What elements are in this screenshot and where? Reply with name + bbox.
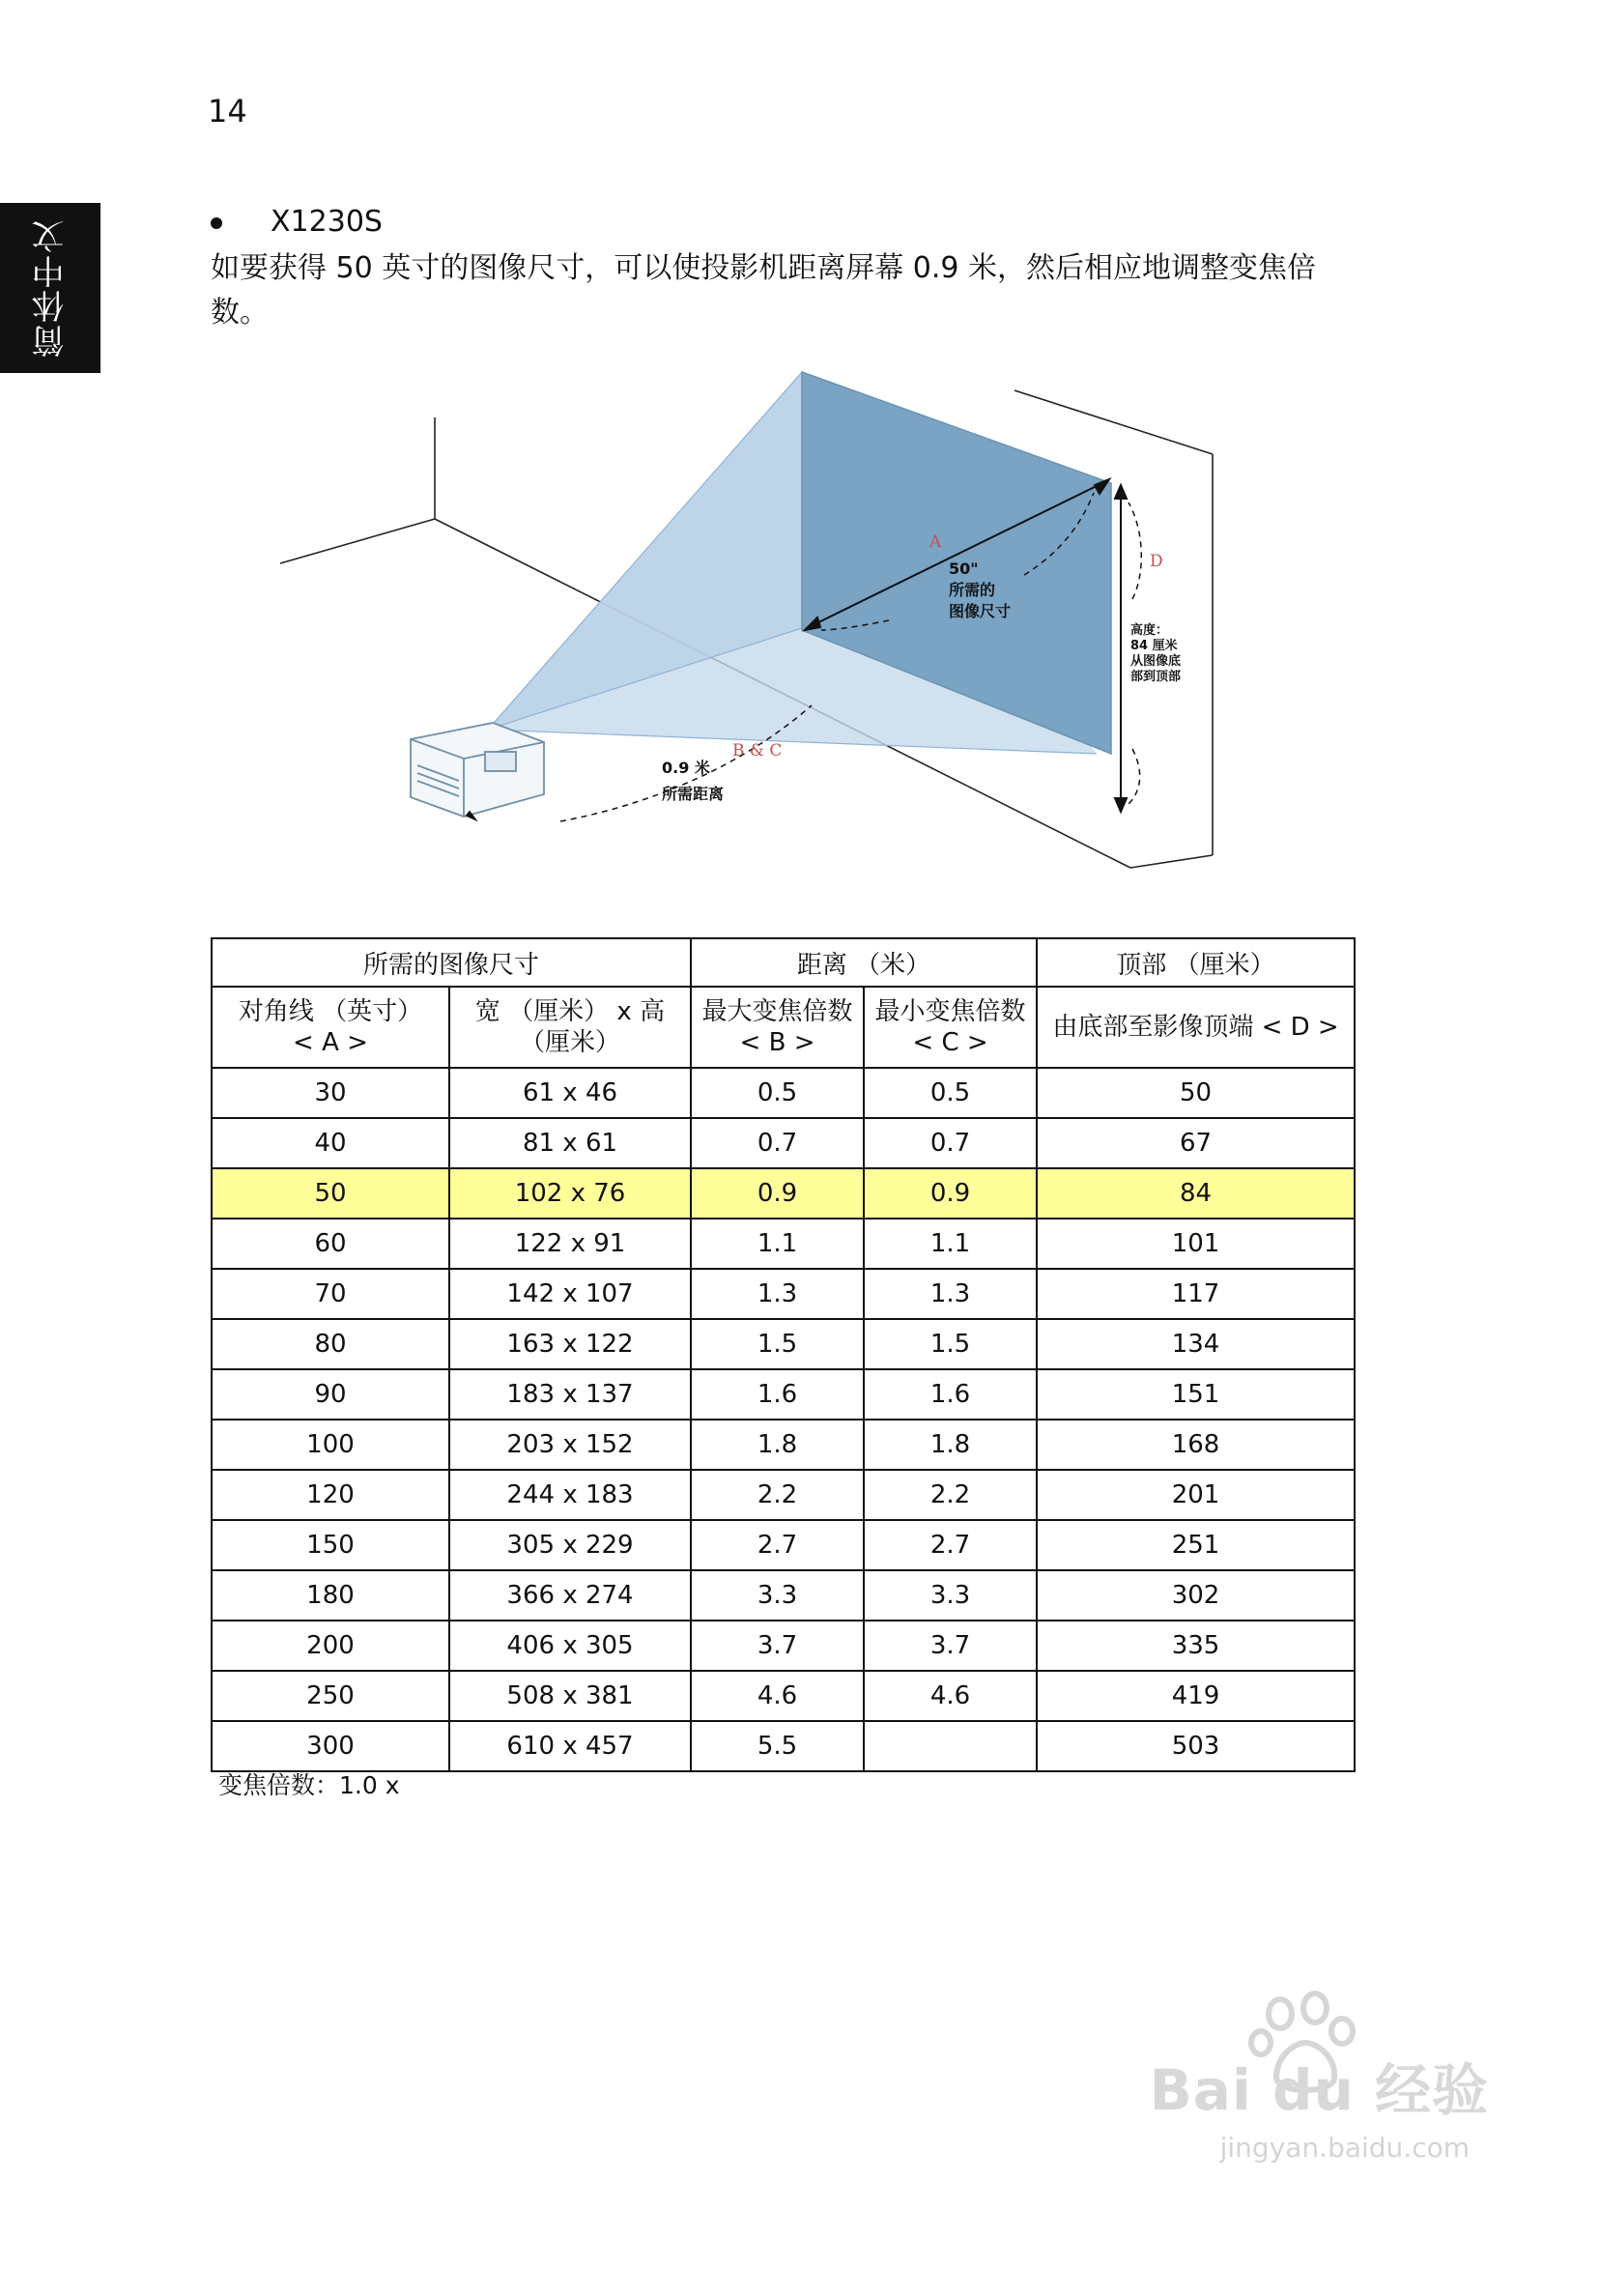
height-label-3: 从图像底 xyxy=(1130,654,1182,669)
cell-top: 503 xyxy=(1037,1721,1355,1771)
group-header-top: 顶部 （厘米） xyxy=(1037,938,1355,987)
cell-diagonal: 90 xyxy=(212,1369,449,1420)
table-row xyxy=(212,1219,1355,1269)
size-label-2: 图像尺寸 xyxy=(949,602,1012,620)
cell-top: 168 xyxy=(1037,1420,1355,1470)
cell-min-zoom: 3.7 xyxy=(864,1621,1037,1671)
cell-diagonal: 200 xyxy=(212,1621,449,1671)
height-arrow-icon xyxy=(1115,485,1127,812)
distance-value: 0.9 米 xyxy=(662,759,710,777)
cell-diagonal: 70 xyxy=(212,1269,449,1319)
cell-diagonal: 40 xyxy=(212,1118,449,1168)
cell-diagonal: 80 xyxy=(212,1319,449,1369)
cell-top: 251 xyxy=(1037,1520,1355,1570)
cell-width-height: 163 x 122 xyxy=(449,1319,691,1369)
model-heading xyxy=(211,205,383,239)
cell-diagonal: 250 xyxy=(212,1671,449,1721)
height-label-4: 部到顶部 xyxy=(1130,670,1182,684)
watermark-url: jingyan.baidu.com xyxy=(1219,2132,1470,2164)
cell-min-zoom: 0.9 xyxy=(864,1168,1037,1219)
table-row xyxy=(212,1118,1355,1168)
projection-diagram xyxy=(271,367,1256,889)
cell-min-zoom: 1.3 xyxy=(864,1269,1037,1319)
cell-min-zoom: 1.8 xyxy=(864,1420,1037,1470)
table-group-header-row xyxy=(212,938,1355,987)
cell-width-height: 102 x 76 xyxy=(449,1168,691,1219)
cell-min-zoom: 2.7 xyxy=(864,1520,1037,1570)
height-label-1: 高度： xyxy=(1130,623,1169,638)
cell-width-height: 406 x 305 xyxy=(449,1621,691,1671)
cell-diagonal: 60 xyxy=(212,1219,449,1269)
cell-top: 419 xyxy=(1037,1671,1355,1721)
cell-top: 335 xyxy=(1037,1621,1355,1671)
table-row xyxy=(212,1369,1355,1420)
cell-min-zoom: 1.5 xyxy=(864,1319,1037,1369)
cell-max-zoom: 1.5 xyxy=(691,1319,864,1369)
table-row xyxy=(212,1168,1355,1219)
table-header-row xyxy=(212,987,1355,1068)
language-side-tab-label: 简体中文 xyxy=(31,218,71,358)
cell-width-height: 305 x 229 xyxy=(449,1520,691,1570)
height-label-2: 84 厘米 xyxy=(1130,639,1178,653)
zoom-footnote: 变焦倍数：1.0 x xyxy=(218,1771,400,1799)
cell-top: 50 xyxy=(1037,1068,1355,1118)
cell-width-height: 81 x 61 xyxy=(449,1118,691,1168)
table-row xyxy=(212,1570,1355,1621)
cell-top: 67 xyxy=(1037,1118,1355,1168)
watermark xyxy=(1122,1987,1489,2228)
projector-icon xyxy=(411,723,544,819)
table-row xyxy=(212,1721,1355,1771)
cell-top: 302 xyxy=(1037,1570,1355,1621)
cell-diagonal: 180 xyxy=(212,1570,449,1621)
cell-top: 201 xyxy=(1037,1470,1355,1520)
cell-max-zoom: 0.9 xyxy=(691,1168,864,1219)
cell-min-zoom: 2.2 xyxy=(864,1470,1037,1520)
cell-width-height: 183 x 137 xyxy=(449,1369,691,1420)
cell-diagonal: 50 xyxy=(212,1168,449,1219)
cell-diagonal: 150 xyxy=(212,1520,449,1570)
cell-diagonal: 300 xyxy=(212,1721,449,1771)
table-body xyxy=(212,1068,1355,1771)
model-name: X1230S xyxy=(271,205,383,239)
table-row xyxy=(212,1420,1355,1470)
cell-max-zoom: 0.5 xyxy=(691,1068,864,1118)
cell-max-zoom: 3.3 xyxy=(691,1570,864,1621)
cell-diagonal: 120 xyxy=(212,1470,449,1520)
cell-max-zoom: 5.5 xyxy=(691,1721,864,1771)
cell-width-height: 508 x 381 xyxy=(449,1671,691,1721)
cell-top: 134 xyxy=(1037,1319,1355,1369)
cell-max-zoom: 0.7 xyxy=(691,1118,864,1168)
column-header-diagonal: 对角线 （英寸） < A > xyxy=(212,987,449,1068)
cell-top: 84 xyxy=(1037,1168,1355,1219)
column-header-min-zoom: 最小变焦倍数 < C > xyxy=(864,987,1037,1068)
label-d: D xyxy=(1150,552,1163,571)
cell-max-zoom: 3.7 xyxy=(691,1621,864,1671)
cell-min-zoom: 4.6 xyxy=(864,1671,1037,1721)
column-header-max-zoom: 最大变焦倍数 < B > xyxy=(691,987,864,1068)
column-header-width-height: 宽 （厘米） x 高 （厘米） xyxy=(449,987,691,1068)
table-row xyxy=(212,1520,1355,1570)
cell-width-height: 61 x 46 xyxy=(449,1068,691,1118)
cell-max-zoom: 1.1 xyxy=(691,1219,864,1269)
cell-max-zoom: 2.2 xyxy=(691,1470,864,1520)
language-side-tab xyxy=(0,203,100,373)
cell-max-zoom: 1.8 xyxy=(691,1420,864,1470)
cell-top: 117 xyxy=(1037,1269,1355,1319)
cell-max-zoom: 1.3 xyxy=(691,1269,864,1319)
cell-min-zoom: 1.1 xyxy=(864,1219,1037,1269)
table-row xyxy=(212,1470,1355,1520)
cell-min-zoom: 0.7 xyxy=(864,1118,1037,1168)
cell-min-zoom: 3.3 xyxy=(864,1570,1037,1621)
size-value: 50" xyxy=(949,560,979,578)
cell-max-zoom: 2.7 xyxy=(691,1520,864,1570)
table-row xyxy=(212,1319,1355,1369)
cell-width-height: 366 x 274 xyxy=(449,1570,691,1621)
column-header-top: 由底部至影像顶端 < D > xyxy=(1037,987,1355,1068)
distance-label: 所需距离 xyxy=(662,785,725,803)
intro-paragraph: 如要获得 50 英寸的图像尺寸，可以使投影机距离屏幕 0.9 米，然后相应地调整变焦倍数。 xyxy=(211,251,1317,330)
table-row xyxy=(212,1068,1355,1118)
cell-max-zoom: 4.6 xyxy=(691,1671,864,1721)
cell-width-height: 203 x 152 xyxy=(449,1420,691,1470)
watermark-brand: Bai du 经验 xyxy=(1149,2057,1489,2123)
cell-top: 151 xyxy=(1037,1369,1355,1420)
group-header-distance: 距离 （米） xyxy=(691,938,1037,987)
label-a: A xyxy=(929,532,942,552)
cell-max-zoom: 1.6 xyxy=(691,1369,864,1420)
bullet-icon xyxy=(211,217,222,229)
label-bc: B & C xyxy=(732,741,783,761)
cell-diagonal: 100 xyxy=(212,1420,449,1470)
cell-min-zoom: 1.6 xyxy=(864,1369,1037,1420)
cell-min-zoom xyxy=(864,1721,1037,1771)
table-row xyxy=(212,1621,1355,1671)
projection-distance-table xyxy=(211,937,1356,1772)
group-header-image-size: 所需的图像尺寸 xyxy=(212,938,691,987)
cell-diagonal: 30 xyxy=(212,1068,449,1118)
cell-top: 101 xyxy=(1037,1219,1355,1269)
table-row xyxy=(212,1269,1355,1319)
size-label-1: 所需的 xyxy=(949,581,996,599)
cell-min-zoom: 0.5 xyxy=(864,1068,1037,1118)
cell-width-height: 122 x 91 xyxy=(449,1219,691,1269)
cell-width-height: 142 x 107 xyxy=(449,1269,691,1319)
page-number: 14 xyxy=(208,93,247,129)
table-row xyxy=(212,1671,1355,1721)
cell-width-height: 610 x 457 xyxy=(449,1721,691,1771)
cell-width-height: 244 x 183 xyxy=(449,1470,691,1520)
